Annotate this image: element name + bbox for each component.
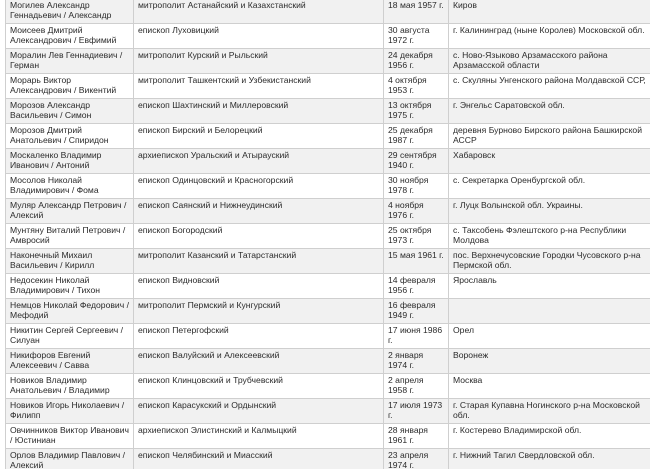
cell-name <box>6 24 134 49</box>
cell-see-text: епископ Видновский <box>138 275 220 285</box>
cell-birth-date <box>384 49 449 74</box>
cell-birth-date <box>384 174 449 199</box>
cell-birth-place-text: с. Таксобень Фэлештского р-на Республики Молдова <box>453 225 627 245</box>
cell-name <box>6 274 134 299</box>
cell-birth-place <box>449 399 650 424</box>
cell-birth-place <box>449 0 650 24</box>
cell-see <box>134 74 384 99</box>
cell-birth-place <box>449 199 650 224</box>
cell-name-text: Мунтяну Виталий Петрович / Амвросий <box>10 225 126 245</box>
table-row <box>6 249 650 274</box>
cell-birth-place <box>449 24 650 49</box>
cell-birth-place-text: Киров <box>453 0 477 10</box>
cell-name-text: Морарь Виктор Александрович / Викентий <box>10 75 117 95</box>
cell-birth-date <box>384 24 449 49</box>
cell-name <box>6 49 134 74</box>
cell-name-text: Наконечный Михаил Васильевич / Кирилл <box>10 250 95 270</box>
cell-birth-place-text: деревня Бурново Бирского района Башкирской АССР <box>453 125 642 145</box>
cell-see-text: епископ Одинцовский и Красногорский <box>138 175 294 185</box>
cell-birth-date-text: 17 июня 1986 г. <box>388 325 443 345</box>
cell-birth-date-text: 28 января 1961 г. <box>388 425 428 445</box>
cell-birth-place <box>449 124 650 149</box>
cell-birth-place-text: г. Костерево Владимирской обл. <box>453 425 582 435</box>
cell-see <box>134 424 384 449</box>
cell-birth-place-text: с. Секретарка Оренбургской обл. <box>453 175 586 185</box>
cell-name-text: Новиков Игорь Николаевич / Филипп <box>10 400 125 420</box>
cell-see-text: митрополит Пермский и Кунгурский <box>138 300 281 310</box>
cell-see <box>134 124 384 149</box>
cell-birth-place-text: г. Энгельс Саратовской обл. <box>453 100 565 110</box>
cell-birth-place <box>449 49 650 74</box>
cell-name-text: Моисеев Дмитрий Александрович / Евфимий <box>10 25 117 45</box>
cell-name-text: Морозов Александр Васильевич / Симон <box>10 100 92 120</box>
cell-birth-place <box>449 274 650 299</box>
cell-see-text: епископ Клинцовский и Трубчевский <box>138 375 283 385</box>
cell-see <box>134 149 384 174</box>
cell-see-text: епископ Луховицкий <box>138 25 219 35</box>
cell-birth-date-text: 30 августа 1972 г. <box>388 25 430 45</box>
table-row <box>6 99 650 124</box>
cell-birth-date <box>384 349 449 374</box>
cell-see-text: епископ Челябинский и Миасский <box>138 450 273 460</box>
cell-see-text: митрополит Курский и Рыльский <box>138 50 268 60</box>
cell-birth-date <box>384 274 449 299</box>
cell-birth-place-text: Хабаровск <box>453 150 496 160</box>
cell-see-text: архиепископ Элистинский и Калмыцкий <box>138 425 297 435</box>
table-row <box>6 74 650 99</box>
cell-birth-place <box>449 249 650 274</box>
cell-birth-date <box>384 249 449 274</box>
cell-name-text: Муляр Александр Петрович / Алексий <box>10 200 127 220</box>
cell-name-text: Могилев Александр Геннадьевич / Александр <box>10 0 112 20</box>
cell-birth-date-text: 25 декабря 1987 г. <box>388 125 433 145</box>
table-row <box>6 0 650 24</box>
cell-name-text: Мосолов Николай Владимирович / Фома <box>10 175 99 195</box>
cell-name-text: Никифоров Евгений Алексеевич / Савва <box>10 350 91 370</box>
cell-birth-date-text: 18 мая 1957 г. <box>388 0 444 10</box>
cell-birth-place-text: Ярославль <box>453 275 497 285</box>
cell-birth-place <box>449 349 650 374</box>
cell-name-text: Моралин Лев Геннадиевич / Герман <box>10 50 123 70</box>
cell-birth-place <box>449 99 650 124</box>
cell-name <box>6 199 134 224</box>
cell-birth-place <box>449 74 650 99</box>
cell-birth-place-text: с. Скуляны Унгенского района Молдавской ССР, <box>453 75 646 85</box>
cell-see-text: епископ Богородский <box>138 225 223 235</box>
cell-see <box>134 299 384 324</box>
cell-see-text: епископ Бирский и Белорецкий <box>138 125 263 135</box>
cell-birth-date-text: 14 февраля 1956 г. <box>388 275 436 295</box>
cell-birth-date-text: 23 апреля 1974 г. <box>388 450 429 469</box>
cell-birth-date <box>384 449 449 469</box>
cell-birth-date-text: 24 декабря 1956 г. <box>388 50 433 70</box>
cell-name-text: Овчинников Виктор Иванович / Юстиниан <box>10 425 129 445</box>
cell-see <box>134 0 384 24</box>
cell-birth-date-text: 16 февраля 1949 г. <box>388 300 436 320</box>
table-body <box>6 0 650 469</box>
cell-birth-place <box>449 449 650 469</box>
cell-birth-date <box>384 424 449 449</box>
cell-birth-place-text: с. Ново-Языково Арзамасского района Арзамасской области <box>453 50 608 70</box>
cell-birth-date <box>384 324 449 349</box>
cell-birth-place-text: Москва <box>453 375 483 385</box>
cell-birth-date-text: 13 октября 1975 г. <box>388 100 432 120</box>
cell-name <box>6 74 134 99</box>
cell-see <box>134 399 384 424</box>
cell-see <box>134 274 384 299</box>
table-row <box>6 349 650 374</box>
cell-see <box>134 349 384 374</box>
cell-see <box>134 199 384 224</box>
cell-birth-date <box>384 124 449 149</box>
cell-birth-date-text: 2 января 1974 г. <box>388 350 424 370</box>
table-row <box>6 199 650 224</box>
table-row <box>6 149 650 174</box>
cell-name-text: Недосекин Николай Владимирович / Тихон <box>10 275 101 295</box>
cell-see-text: митрополит Ташкентский и Узбекистанский <box>138 75 311 85</box>
cell-name <box>6 99 134 124</box>
cell-name <box>6 149 134 174</box>
cell-see <box>134 49 384 74</box>
cell-birth-date-text: 4 ноября 1976 г. <box>388 200 424 220</box>
table-row <box>6 324 650 349</box>
bishops-table <box>5 0 650 469</box>
table-row <box>6 449 650 469</box>
table-row <box>6 274 650 299</box>
cell-birth-place <box>449 424 650 449</box>
cell-see <box>134 224 384 249</box>
cell-birth-date-text: 17 июля 1973 г. <box>388 400 443 420</box>
cell-birth-date-text: 15 мая 1961 г. <box>388 250 444 260</box>
table-row <box>6 374 650 399</box>
cell-birth-date-text: 25 октября 1973 г. <box>388 225 432 245</box>
table-row <box>6 399 650 424</box>
cell-birth-place-text: г. Калининград (ныне Королев) Московской обл. <box>453 25 645 35</box>
cell-birth-date-text: 30 ноября 1978 г. <box>388 175 429 195</box>
cell-name <box>6 124 134 149</box>
cell-name-text: Новиков Владимир Анатольевич / Владимир <box>10 375 110 395</box>
cell-birth-place-text: Воронеж <box>453 350 489 360</box>
cell-see-text: епископ Петергофский <box>138 325 229 335</box>
cell-see <box>134 449 384 469</box>
table-row <box>6 224 650 249</box>
cell-birth-date <box>384 224 449 249</box>
cell-name-text: Немцов Николай Федорович / Мефодий <box>10 300 129 320</box>
table-row <box>6 174 650 199</box>
cell-birth-place <box>449 299 650 324</box>
table-row <box>6 24 650 49</box>
cell-name <box>6 224 134 249</box>
cell-see <box>134 249 384 274</box>
cell-see-text: епископ Карасукский и Ордынский <box>138 400 277 410</box>
table-row <box>6 49 650 74</box>
cell-birth-date-text: 2 апреля 1958 г. <box>388 375 424 395</box>
cell-see <box>134 374 384 399</box>
cell-birth-place-text: г. Луцк Волынской обл. Украины. <box>453 200 583 210</box>
cell-see-text: митрополит Астанайский и Казахстанский <box>138 0 306 10</box>
cell-name-text: Москаленко Владимир Иванович / Антоний <box>10 150 102 170</box>
cell-see-text: епископ Саянский и Нижнеудинский <box>138 200 283 210</box>
cell-birth-date <box>384 399 449 424</box>
cell-birth-place-text: г. Нижний Тагил Свердловской обл. <box>453 450 595 460</box>
cell-see <box>134 99 384 124</box>
cell-birth-date-text: 29 сентября 1940 г. <box>388 150 437 170</box>
cell-name-text: Орлов Владимир Павлович / Алексий <box>10 450 126 469</box>
table-row <box>6 299 650 324</box>
cell-birth-date <box>384 299 449 324</box>
cell-see <box>134 24 384 49</box>
cell-birth-date <box>384 149 449 174</box>
cell-birth-place <box>449 374 650 399</box>
cell-birth-date-text: 4 октября 1953 г. <box>388 75 427 95</box>
cell-birth-place-text: Орел <box>453 325 474 335</box>
cell-birth-date <box>384 99 449 124</box>
cell-see <box>134 324 384 349</box>
cell-birth-place <box>449 324 650 349</box>
cell-see-text: митрополит Казанский и Татарстанский <box>138 250 297 260</box>
cell-name <box>6 0 134 24</box>
table-row <box>6 124 650 149</box>
cell-name <box>6 374 134 399</box>
cell-birth-date <box>384 374 449 399</box>
cell-birth-place-text: пос. Верхнечусовские Городки Чусовского р-на Пермской обл. <box>453 250 641 270</box>
cell-birth-date <box>384 74 449 99</box>
table-row <box>6 424 650 449</box>
cell-see-text: архиепископ Уральский и Атырауский <box>138 150 290 160</box>
cell-name-text: Морозов Дмитрий Анатольевич / Спиридон <box>10 125 109 145</box>
cell-name-text: Никитин Сергей Сергеевич / Силуан <box>10 325 124 345</box>
cell-birth-place <box>449 174 650 199</box>
cell-birth-place <box>449 149 650 174</box>
cell-name <box>6 424 134 449</box>
cell-birth-date <box>384 199 449 224</box>
cell-see-text: епископ Валуйский и Алексеевский <box>138 350 280 360</box>
cell-birth-date <box>384 0 449 24</box>
cell-see-text: епископ Шахтинский и Миллеровский <box>138 100 289 110</box>
cell-name <box>6 249 134 274</box>
cell-name <box>6 174 134 199</box>
cell-name <box>6 324 134 349</box>
cell-name <box>6 399 134 424</box>
cell-birth-place <box>449 224 650 249</box>
cell-name <box>6 349 134 374</box>
cell-name <box>6 449 134 469</box>
cell-name <box>6 299 134 324</box>
cell-birth-place-text: г. Старая Купавна Ногинского р-на Московской обл. <box>453 400 640 420</box>
cell-see <box>134 174 384 199</box>
